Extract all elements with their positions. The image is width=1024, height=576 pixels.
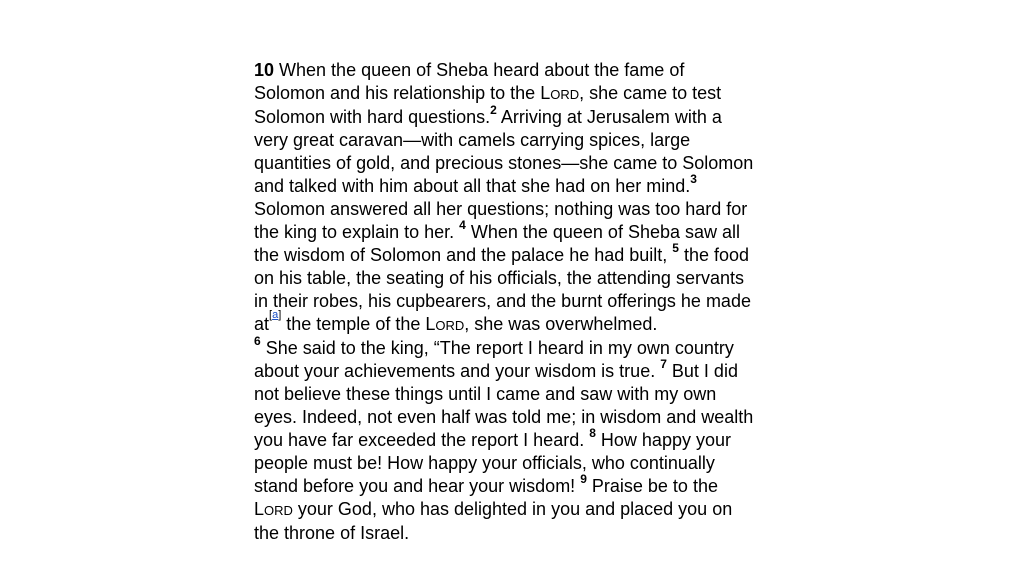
footnote-open-bracket: [ (269, 309, 273, 321)
verse-number-2: 2 (490, 103, 497, 117)
verse-number-7: 7 (660, 357, 667, 371)
verse-text: Praise be to the (586, 476, 718, 496)
verse-text: When the queen of Sheba heard about the fame of Solomon and his relationship to the (254, 60, 685, 103)
scripture-passage (254, 59, 754, 545)
lord-smallcaps (540, 83, 579, 103)
verse-text: your God, who has delighted in you and placed you on the throne of Israel. (254, 499, 733, 543)
verse-text: the food on his table, the seating of his officials, the attending servants in their robes, his cupbearers, and the burnt offerings he made at (254, 245, 751, 334)
verse-number-3: 3 (690, 172, 697, 186)
verse-text: But I did not believe these things until I came and saw with my own eyes. Indeed, not even half was told me; in wisdom and wealth you have far exceeded the report I heard. (254, 361, 754, 450)
footnote-link-a[interactable]: a (272, 309, 279, 321)
paragraph-2 (254, 334, 754, 545)
verse-number-9: 9 (580, 472, 587, 486)
verse-number-5: 5 (672, 241, 679, 255)
verse-text: How happy your people must be! How happy your officials, who continually stand before you and hear your wisdom! (254, 430, 731, 496)
verse-text: the temple of the (281, 314, 426, 334)
verse-text: Arriving at Jerusalem with a very great caravan—with camels carrying spices, large quantities of gold, and precious stones—she came to Solomon and talked with him about all that she had on her mind. (254, 107, 754, 196)
chapter-number: 10 (254, 60, 275, 80)
lord-initial: L (540, 83, 551, 103)
verse-text: , she was overwhelmed. (464, 314, 658, 334)
verse-number-8: 8 (589, 426, 596, 440)
verse-number-6: 6 (254, 334, 261, 348)
verse-text: When the queen of Sheba saw all the wisdom of Solomon and the palace he had built, (254, 222, 741, 265)
footnote-close-bracket: ] (278, 309, 282, 321)
lord-smallcaps (254, 499, 293, 519)
verse-text: Solomon answered all her questions; nothing was too hard for the king to explain to her. (254, 199, 748, 242)
lord-rest: ORD (550, 87, 580, 102)
lord-rest: ORD (435, 318, 465, 333)
lord-initial: L (425, 314, 436, 334)
verse-text: , she came to test Solomon with hard questions. (254, 83, 722, 127)
lord-smallcaps (425, 314, 464, 334)
lord-initial: L (254, 499, 265, 519)
verse-text: She said to the king, “The report I heard in my own country about your achievements and your wisdom is true. (254, 338, 734, 381)
footnote-marker (269, 309, 281, 321)
verse-number-4: 4 (459, 218, 466, 232)
paragraph-1 (254, 59, 754, 337)
lord-rest: ORD (264, 503, 293, 518)
